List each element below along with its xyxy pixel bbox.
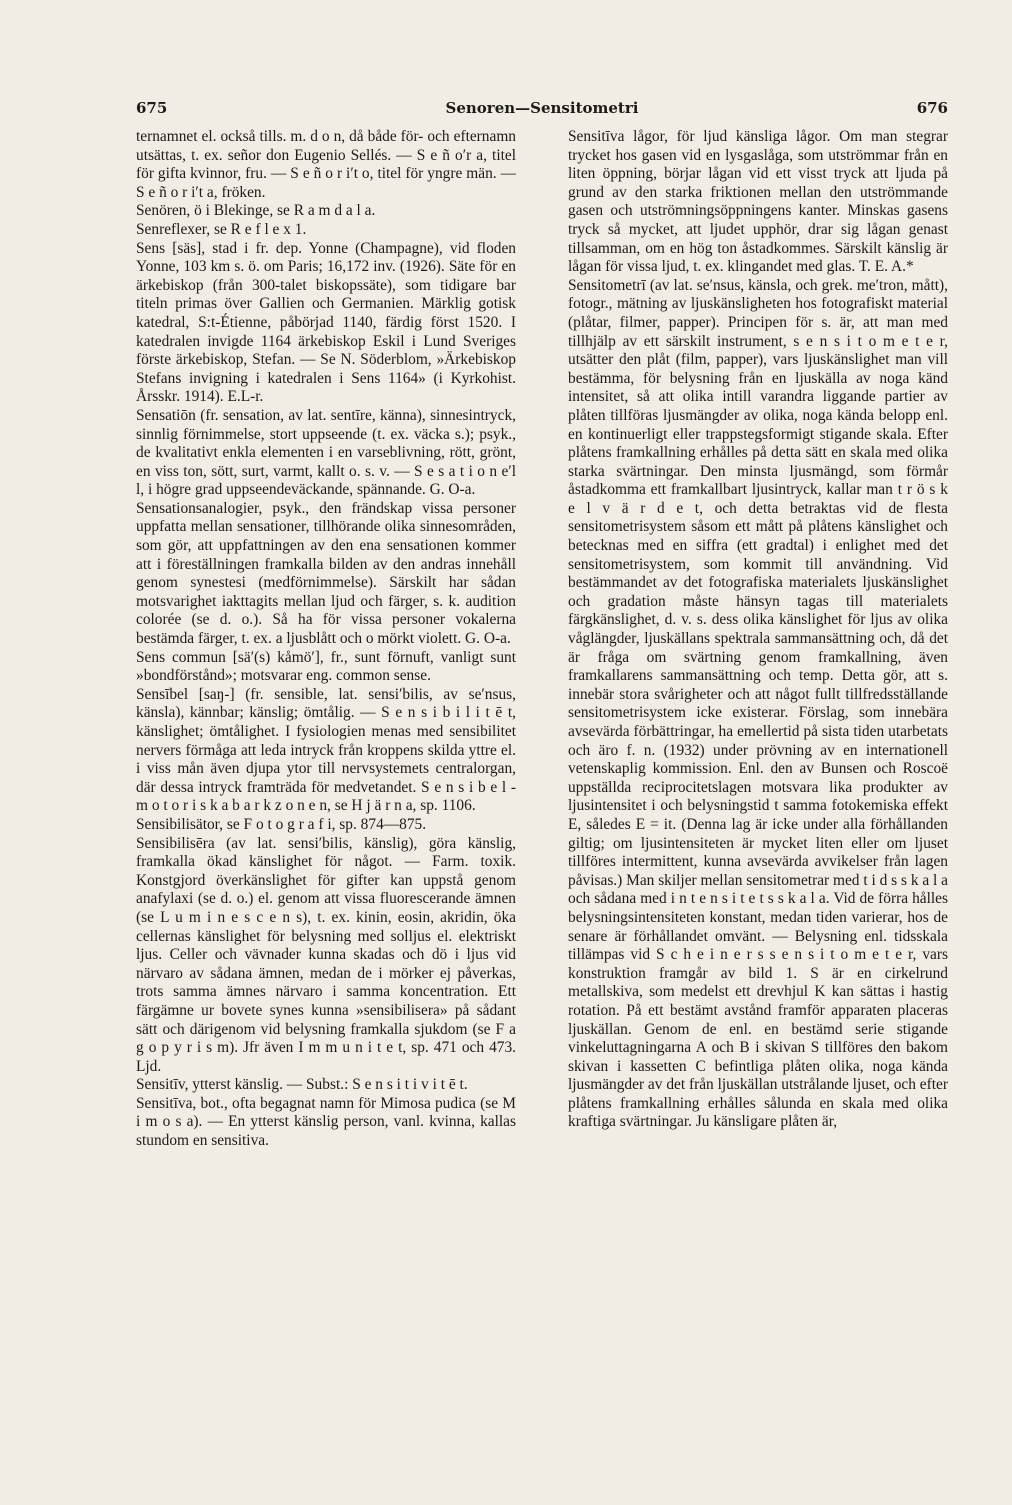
left-page-number: 675 [136, 99, 168, 117]
entry-sensationsanalogier: Sensationsanalogier, psyk., den frändskap vissa personer uppfatta mellan sensationer, tillhörande olika sinnesområden, som gör, att uppfattningen av den ena sensationen kommer att i föreställningen framkalla bilden av den andras innehåll genom synestesi (medförnimmelse). Särskilt har sådan motsvarighet iakttagits mellan ljud och färger, s. k. audition colorée (se d. o.). Så ha för vissa personer vokalerna bestämda färger, t. ex. a ljusblått och o mörkt violett. G. O-a. [136, 499, 516, 648]
entry-senreflexer: Senreflexer, se R e f l e x 1. [136, 220, 307, 238]
entry-senor-continued: ternamnet el. också tills. m. d o n, då både för- och efternamn utsättas, t. ex. señor don Eugenio Sellés. — S e ñ o′r a, titel för gifta kvinnor, fru. — S e ñ o r i′t o, titel för yngre män. — S e ñ o r i′t a, fröken. [136, 128, 516, 201]
entry-sensitiva: Sensitīva, bot., ofta begagnat namn för Mimosa pudica (se M i m o s a). — En ytterst känslig person, vanl. kvinna, kallas stundom en sensitiva. [136, 1094, 516, 1150]
running-title: Senoren—Sensitometri [445, 99, 639, 117]
entry-senoren: Senören, ö i Blekinge, se R a m d a l a. [136, 202, 376, 220]
entry-sensitometri: Sensitometrī (av lat. se′nsus, känsla, och grek. me′tron, mått), fotogr., mätning av ljuskänsligheten hos fotografiskt material (plåtar, filmer, papper). Principen för s. är, att man med tillhjälp av ett särskilt instrument, s e n s i t o m e t e r, utsätter den plåt (film, papper), vars ljuskänslighet man vill bestämma, för belysning från en ljuskälla av noga känd intensitet, så att olika intill varandra liggande partier av plåten tillföras ljusmängder av olika, noga kända belopp enl. en kontinuerligt eller trappstegsformigt stigande skala. Efter plåtens framkallning erhålles på detta sätt en skala med olika starka svärtningar. Den minsta ljusmängd, som förmår åstadkomma ett framkallbart ljusintryck, kallar man t r ö s k e l v ä r d e t, och detta betraktas vid de flesta sensitometrisystem såsom ett mått på plåtens känslighet och betecknas med en siffra (ett gradtal) i enlighet med det sensitometrisystem, som kommit till användning. Vid bestämmandet av det fotografiska materialets ljuskänslighet och gradation måste hänsyn tagas till materialets färgkänslighet, d. v. s. dess olika känslighet för ljus av olika våglängder, ljuskällans spektrala sammansättning och, då det är fråga om svärtning genom framkallning, även framkallarens sammansättning och temp. Detta gör, att s. innebär stora svårigheter och att något fullt tillfredsställande sensitometrisystem icke existerar. Förslag, som innebära avsevärda förbättringar, ha emellertid på sista tiden utarbetats och äro f. n. (1932) under prövning av en internationell vetenskaplig kommission. Enl. den av Bunsen och Roscoë uppställda reciprocitetslagen motsvara lika produkter av ljusintensitet i och belysningstid t samma fotokemiska effekt E, således E = it. (Denna lag är icke under alla förhållanden giltig; om ljusintensiteten är mycket liten eller om ljuset tillföres intermittent, kunna avsevärda avvikelser från lagen påvisas.) Man skiljer mellan sensitometrar med t i d s s k a l a och sådana med i n t e n s i t e t s s k a l a. Vid de förra hålles belysningsintensiteten konstant, medan tiden varierar, hos de senare är förhållandet omvänt. — Belysning enl. tidsskala tillämpas vid S c h e i n e r s s e n s i t o m e t e r, vars konstruktion framgår av bild 1. S är en cirkelrund metallskiva, som medelst ett drevhjul K kan sättas i hastig rotation. På ett bestämt avstånd framför apparaten placeras ljuskällan. Genom de enl. en bestämd serie stigande vinkeluttagningarna A och B i skivan S tillföres den bakom skivan i kassetten C befintliga plåten olika, noga kända ljusmängder av det från ljuskällan utstrålande ljuset, och efter plåtens framkallning erhålles sålunda en skala med olika kraftiga svärtningar. Ju känsligare plåten är, [568, 276, 948, 1131]
entry-sensitiva-lagor: Sensitīva lågor, för ljud känsliga lågor. Om man stegrar trycket hos gasen vid en lysgaslåga, som utströmmar från en liten öppning, börjar lågan vid ett visst tryck att ljuda på grund av den starka friktionen mellan den utströmmande gasen och utströmningsöppningens kanter. Minskas gasens tryck så mycket, att ljudet upphör, drar sig lågan genast tillsamman, om en hög ton åstadkommes. Särskilt känslig är lågan för vissa ljud, t. ex. klingandet med glas. T. E. A.* [568, 128, 948, 276]
entry-sensibel: Sensībel [saŋ-] (fr. sensible, lat. sensi′bilis, av se′nsus, känsla), kännbar; känslig; ömtålig. — S e n s i b i l i t ē t, känslighet; ömtålighet. I fysiologien menas med sensibilitet nervers förmåga att leda intryck från kroppens skilda yttre el. i viss mån även djupa ytor till nervsystemets centralorgan, där dessa intryck framträda för medvetandet. S e n s i b e l - m o t o r i s k a b a r k z o n e n, se H j ä r n a, sp. 1106. [136, 685, 516, 815]
entry-sensation: Sensatiōn (fr. sensation, av lat. sentīre, känna), sinnesintryck, sinnlig förnimmelse, stort uppseende (t. ex. väcka s.); psyk., de kvalitativt enkla elementen i en varseblivning, rött, grönt, en viss ton, sött, surt, varmt, kallt o. s. v. — S e s a t i o n e′l l, i högre grad uppseendeväckande, spännande. G. O-a. [136, 406, 516, 499]
entry-sensibilisera: Sensibilisēra (av lat. sensi′bilis, känslig), göra känslig, framkalla ökad känslighet för något. — Farm. toxik. Konstgjord överkänslighet för gifter kan uppstå genom anafylaxi (se d. o.) el. genom att vissa fluorescerande ämnen (se L u m i n e s c e n s), t. ex. kinin, eosin, akridin, öka cellernas känslighet för belysning med solljus el. elektriskt ljus. Celler och vävnader kunna skadas och dö i ljus vid närvaro av sådana ämnen, medan de i mörker ej påverkas, trots samma ämnes närvaro i samma koncentration. Ett färgämne ur bovete synes kunna »sensibilisera» på sådant sätt och därigenom vid belysning framkalla sjukdom (se F a g o p y r i s m). Jfr även I m m u n i t e t, sp. 471 och 473. Ljd. [136, 834, 516, 1075]
entry-sensitiv: Sensitīv, ytterst känslig. — Subst.: S e n s i t i v i t ē t. [136, 1076, 468, 1094]
right-column [568, 128, 948, 1468]
page-header [136, 99, 948, 121]
entry-sensibilisator: Sensibilisätor, se F o t o g r a f i, sp. 874—875. [136, 815, 427, 833]
entry-sens: Sens [säs], stad i fr. dep. Yonne (Champagne), vid floden Yonne, 103 km s. ö. om Paris; 16,172 inv. (1926). Säte för en ärkebiskop (från 300-talet biskopssäte), som tidigare bar titeln primas över Gallien och Germanien. Märklig gotisk katedral, S:t-Étienne, påbörjad 1140, färdig först 1520. I katedralen invigde 1164 ärkebiskop Eskil i Lund Sveriges förste ärkebiskop, Stefan. — Se N. Söderblom, »Ärkebiskop Stefans invigning i katedralen i Sens 1164» (i Kyrkohist. Årsskr. 1914). E.L-r. [136, 239, 516, 406]
entry-sens-commun: Sens commun [sä′(s) kåmö′], fr., sunt förnuft, vanligt sunt »bondförstånd»; motsvarar eng. common sense. [136, 648, 516, 685]
right-page-number: 676 [916, 99, 948, 117]
left-column [136, 128, 516, 1468]
